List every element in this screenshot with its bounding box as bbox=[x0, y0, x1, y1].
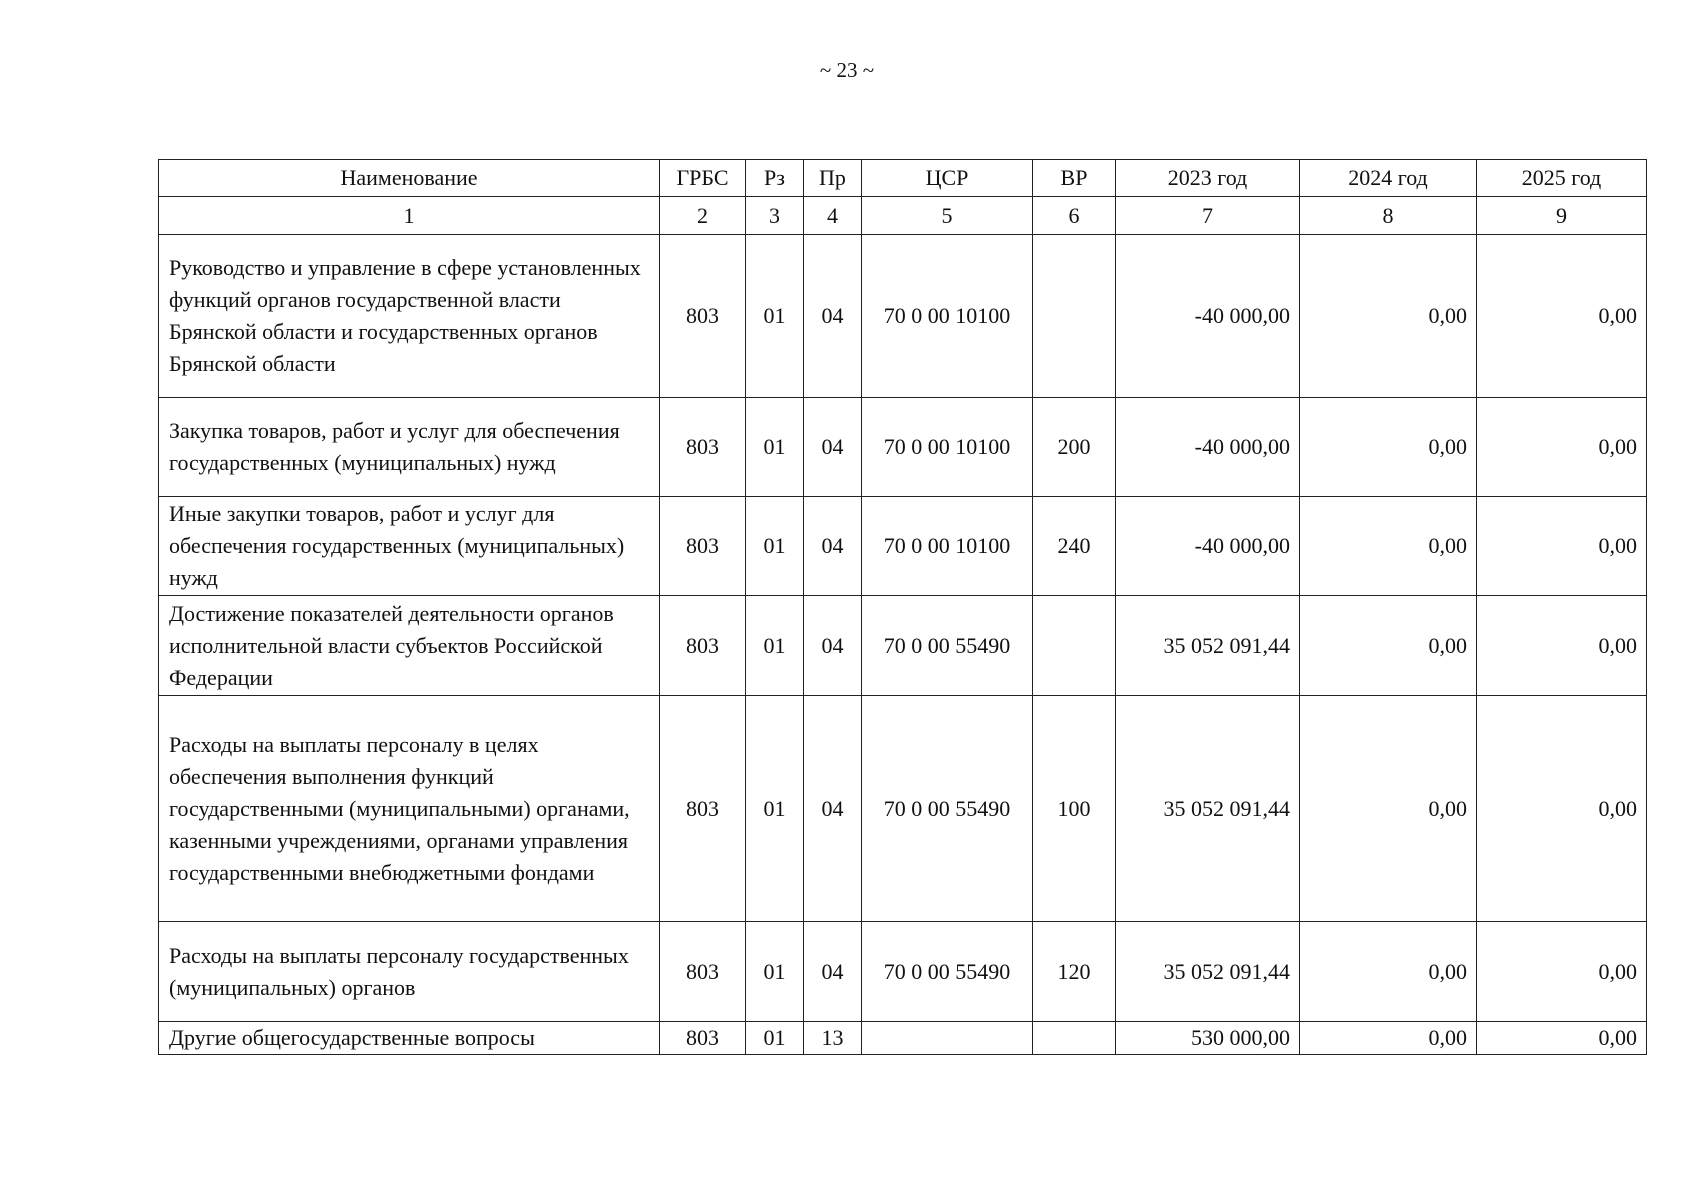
col-number-3: 3 bbox=[746, 197, 804, 235]
row-pr: 04 bbox=[804, 497, 862, 596]
row-name: Другие общегосударственные вопросы bbox=[159, 1022, 660, 1055]
table-row bbox=[159, 596, 1647, 696]
row-2023: -40 000,00 bbox=[1116, 497, 1300, 596]
table-row bbox=[159, 922, 1647, 1022]
row-rz: 01 bbox=[746, 922, 804, 1022]
row-name: Закупка товаров, работ и услуг для обеспечения государственных (муниципальных) нужд bbox=[159, 398, 660, 497]
row-2024: 0,00 bbox=[1300, 922, 1477, 1022]
row-grbs: 803 bbox=[660, 398, 746, 497]
row-grbs: 803 bbox=[660, 922, 746, 1022]
row-2025: 0,00 bbox=[1477, 922, 1647, 1022]
row-name: Иные закупки товаров, работ и услуг для обеспечения государственных (муниципальных) нужд bbox=[159, 497, 660, 596]
row-2025: 0,00 bbox=[1477, 596, 1647, 696]
col-number-7: 7 bbox=[1116, 197, 1300, 235]
col-header-name: Наименование bbox=[159, 160, 660, 197]
row-grbs: 803 bbox=[660, 696, 746, 922]
col-header-2025: 2025 год bbox=[1477, 160, 1647, 197]
row-2023: 35 052 091,44 bbox=[1116, 596, 1300, 696]
row-2025: 0,00 bbox=[1477, 696, 1647, 922]
col-number-6: 6 bbox=[1033, 197, 1116, 235]
col-number-5: 5 bbox=[862, 197, 1033, 235]
col-number-1: 1 bbox=[159, 197, 660, 235]
row-2025: 0,00 bbox=[1477, 398, 1647, 497]
row-grbs: 803 bbox=[660, 235, 746, 398]
row-2024: 0,00 bbox=[1300, 596, 1477, 696]
table-row bbox=[159, 398, 1647, 497]
col-number-4: 4 bbox=[804, 197, 862, 235]
row-csr: 70 0 00 55490 bbox=[862, 596, 1033, 696]
row-rz: 01 bbox=[746, 1022, 804, 1055]
row-pr: 04 bbox=[804, 696, 862, 922]
row-pr: 04 bbox=[804, 235, 862, 398]
row-rz: 01 bbox=[746, 497, 804, 596]
row-csr: 70 0 00 55490 bbox=[862, 696, 1033, 922]
table-row bbox=[159, 497, 1647, 596]
row-rz: 01 bbox=[746, 596, 804, 696]
row-rz: 01 bbox=[746, 235, 804, 398]
row-2025: 0,00 bbox=[1477, 1022, 1647, 1055]
row-2023: 530 000,00 bbox=[1116, 1022, 1300, 1055]
row-name: Расходы на выплаты персоналу в целях обеспечения выполнения функций государственными (муниципальными) органами, казенными учреждениями, органами управления государственными внебюджетными фондами bbox=[159, 696, 660, 922]
row-2024: 0,00 bbox=[1300, 398, 1477, 497]
col-header-pr: Пр bbox=[804, 160, 862, 197]
row-name: Достижение показателей деятельности органов исполнительной власти субъектов Российской Федерации bbox=[159, 596, 660, 696]
table-row bbox=[159, 235, 1647, 398]
row-vr: 120 bbox=[1033, 922, 1116, 1022]
row-pr: 04 bbox=[804, 922, 862, 1022]
row-pr: 04 bbox=[804, 398, 862, 497]
row-vr bbox=[1033, 596, 1116, 696]
row-2025: 0,00 bbox=[1477, 235, 1647, 398]
row-pr: 04 bbox=[804, 596, 862, 696]
row-2025: 0,00 bbox=[1477, 497, 1647, 596]
row-2024: 0,00 bbox=[1300, 235, 1477, 398]
row-2023: 35 052 091,44 bbox=[1116, 696, 1300, 922]
col-header-2023: 2023 год bbox=[1116, 160, 1300, 197]
budget-table bbox=[158, 159, 1647, 1055]
row-name: Руководство и управление в сфере установленных функций органов государственной власти Брянской области и государственных органов Брянской области bbox=[159, 235, 660, 398]
row-2023: -40 000,00 bbox=[1116, 235, 1300, 398]
col-number-8: 8 bbox=[1300, 197, 1477, 235]
row-vr: 240 bbox=[1033, 497, 1116, 596]
row-csr bbox=[862, 1022, 1033, 1055]
table-row bbox=[159, 1022, 1647, 1055]
row-2024: 0,00 bbox=[1300, 1022, 1477, 1055]
row-grbs: 803 bbox=[660, 596, 746, 696]
header-row bbox=[159, 160, 1647, 197]
col-header-2024: 2024 год bbox=[1300, 160, 1477, 197]
row-vr: 100 bbox=[1033, 696, 1116, 922]
row-rz: 01 bbox=[746, 398, 804, 497]
table-row bbox=[159, 696, 1647, 922]
col-header-vr: ВР bbox=[1033, 160, 1116, 197]
row-2024: 0,00 bbox=[1300, 497, 1477, 596]
column-number-row bbox=[159, 197, 1647, 235]
row-vr bbox=[1033, 1022, 1116, 1055]
row-csr: 70 0 00 10100 bbox=[862, 398, 1033, 497]
row-csr: 70 0 00 10100 bbox=[862, 497, 1033, 596]
row-grbs: 803 bbox=[660, 497, 746, 596]
row-csr: 70 0 00 10100 bbox=[862, 235, 1033, 398]
row-2023: 35 052 091,44 bbox=[1116, 922, 1300, 1022]
row-pr: 13 bbox=[804, 1022, 862, 1055]
row-vr: 200 bbox=[1033, 398, 1116, 497]
col-header-csr: ЦСР bbox=[862, 160, 1033, 197]
row-2023: -40 000,00 bbox=[1116, 398, 1300, 497]
row-vr bbox=[1033, 235, 1116, 398]
row-csr: 70 0 00 55490 bbox=[862, 922, 1033, 1022]
row-name: Расходы на выплаты персоналу государственных (муниципальных) органов bbox=[159, 922, 660, 1022]
col-header-rz: Рз bbox=[746, 160, 804, 197]
page-number: ~ 23 ~ bbox=[819, 58, 875, 82]
col-number-9: 9 bbox=[1477, 197, 1647, 235]
row-2024: 0,00 bbox=[1300, 696, 1477, 922]
row-grbs: 803 bbox=[660, 1022, 746, 1055]
col-header-grbs: ГРБС bbox=[660, 160, 746, 197]
col-number-2: 2 bbox=[660, 197, 746, 235]
row-rz: 01 bbox=[746, 696, 804, 922]
